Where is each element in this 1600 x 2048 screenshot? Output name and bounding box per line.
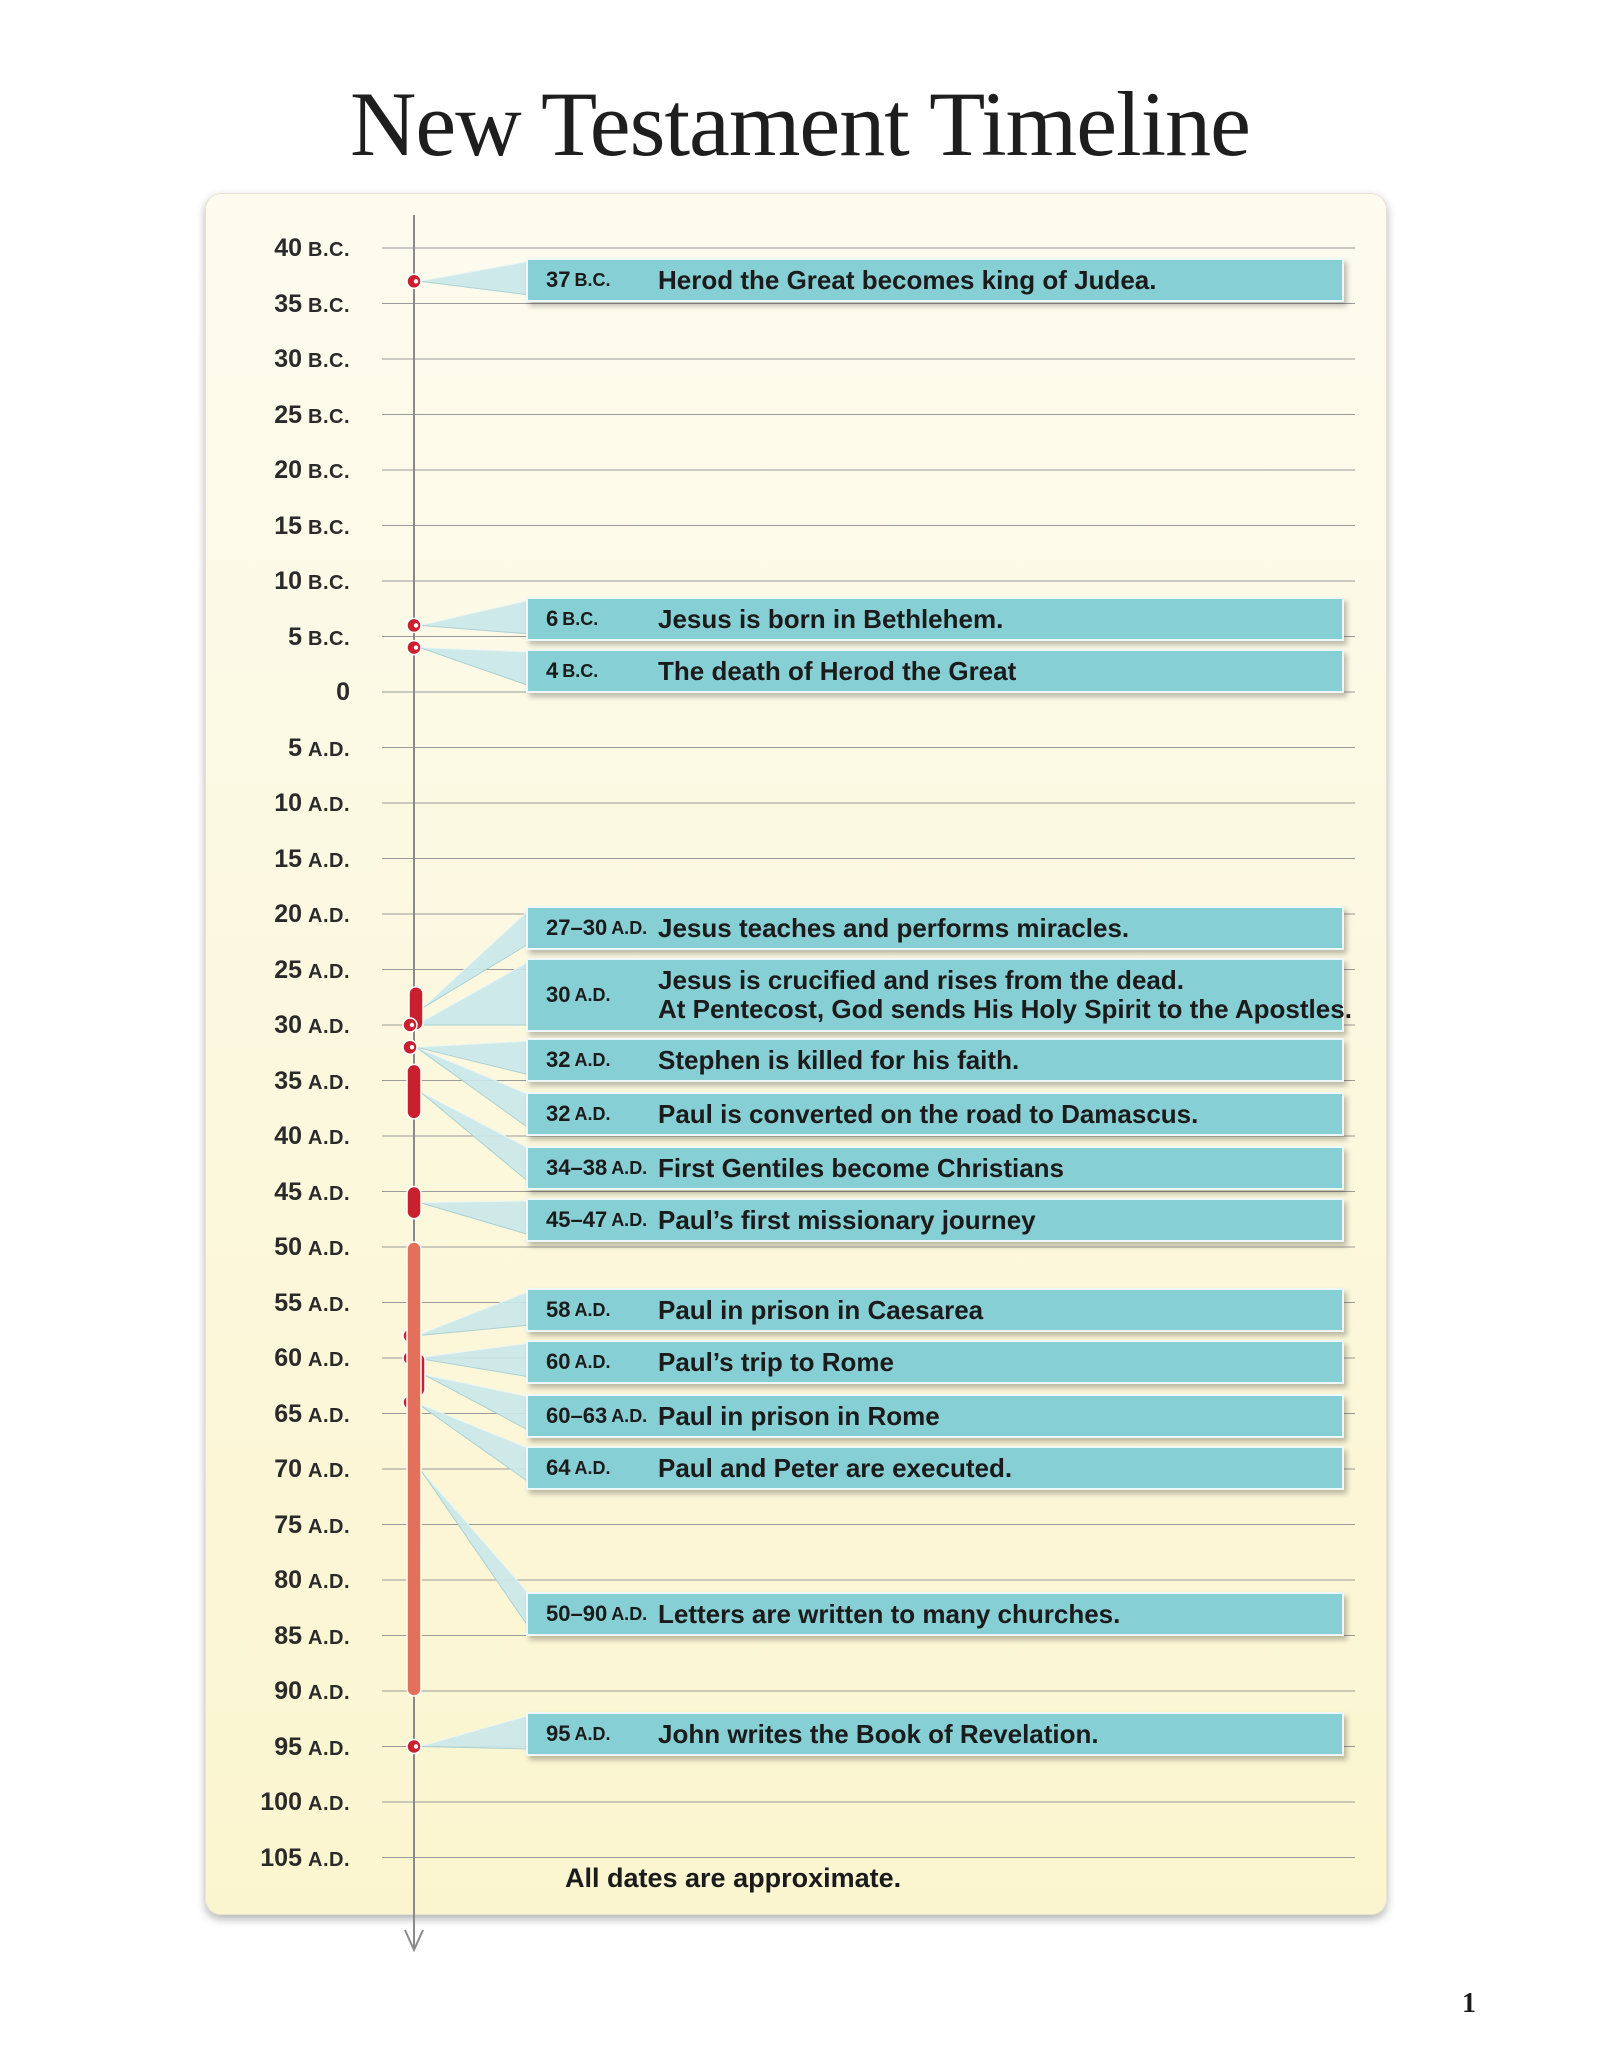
event-description-line: At Pentecost, God sends His Holy Spirit to the Apostles. [658,994,1352,1024]
event-description [658,1714,1336,1754]
tick-label [205,1343,350,1375]
event-date-number: 32 [546,1101,571,1126]
tick-number: 80 [274,1566,302,1594]
event-connector [416,1291,530,1336]
event-date [546,260,610,300]
tick-era: B.C. [308,294,350,317]
page-number: 1 [1462,1988,1476,2019]
event-box [526,1592,1344,1636]
tick-era: A.D. [308,1238,350,1260]
event-date-number: 95 [546,1721,571,1746]
event-description [658,960,1352,1030]
event-date-era: A.D. [574,984,611,1005]
tick-number: 60 [274,1344,302,1372]
event-box [526,958,1352,1032]
tick-era: A.D. [308,738,350,761]
tick-number: 30 [274,1011,302,1039]
event-box [526,1446,1344,1490]
tick-number: 85 [274,1621,302,1650]
tick-era: A.D. [308,1626,350,1649]
tick-number: 105 [260,1843,302,1872]
event-date [546,1714,610,1754]
tick-era: A.D. [308,1737,350,1760]
tick-label [205,1121,350,1153]
event-date [546,908,647,948]
event-date [546,1448,610,1488]
tick-label [205,233,350,265]
tick-era: A.D. [308,1460,350,1482]
event-description [658,651,1336,691]
tick-number: 35 [274,1066,302,1095]
event-date-number: 58 [546,1297,571,1322]
tick-label [205,1288,350,1320]
tick-label [205,733,350,765]
tick-label [205,566,350,598]
event-date-number: 50–90 [546,1601,608,1626]
event-description [658,1342,1336,1382]
tick-era: A.D. [308,1404,350,1427]
event-date-era: B.C. [562,608,599,629]
event-description-line: Jesus teaches and performs miracles. [658,912,1130,943]
tick-number: 30 [274,345,302,373]
tick-era: A.D. [308,1182,350,1205]
event-description [658,1148,1336,1188]
event-date [546,1040,610,1080]
tick-era: B.C. [308,405,350,428]
tick-label [205,1010,350,1042]
event-description-line: Paul in prison in Rome [658,1400,940,1431]
event-date-number: 4 [546,658,559,683]
tick-label [205,677,350,707]
page-title: New Testament Timeline [349,73,1251,175]
event-date-era: A.D. [611,1405,648,1426]
tick-number: 75 [274,1510,302,1539]
tick-era: B.C. [308,350,350,372]
tick-label [205,1565,350,1597]
event-description-line: Paul in prison in Caesarea [658,1294,984,1325]
event-date [546,960,610,1030]
tick-number: 25 [274,400,302,429]
event-description-line: Jesus is crucified and rises from the dead. [658,965,1184,995]
event-description [658,1094,1336,1134]
tick-label [205,511,350,543]
event-point-highlight [410,1045,414,1049]
tick-number: 10 [274,789,302,817]
tick-era: A.D. [308,794,350,816]
event-description-line: The death of Herod the Great [658,655,1017,686]
event-date-number: 60–63 [546,1403,608,1428]
event-span-marker [407,1242,421,1696]
tick-era: B.C. [308,516,350,539]
tick-label [205,1621,350,1653]
event-description [658,908,1336,948]
event-description-line: Stephen is killed for his faith. [658,1044,1020,1075]
tick-label [205,622,350,654]
event-box [526,258,1344,302]
event-date [546,599,598,639]
tick-number: 70 [274,1455,302,1483]
tick-label [205,899,350,931]
event-description [658,260,1336,300]
event-date [546,1094,610,1134]
event-description [658,1200,1336,1240]
event-date-era: A.D. [611,1603,648,1624]
tick-number: 40 [274,1122,302,1150]
tick-era: A.D. [308,849,350,872]
event-date-number: 64 [546,1455,571,1480]
event-date-era: A.D. [574,1351,611,1372]
event-date [546,1594,647,1634]
event-box [526,1394,1344,1438]
tick-label [205,1177,350,1209]
event-point-highlight [414,279,418,283]
event-date [546,1200,647,1240]
event-connector-edge [420,1469,530,1629]
tick-number: 100 [260,1788,302,1816]
tick-number: 15 [274,511,302,540]
event-point-highlight [414,645,418,649]
event-connectors [416,261,530,1749]
event-box [526,1340,1344,1384]
event-description [658,1040,1336,1080]
tick-era: B.C. [308,461,350,483]
tick-era: A.D. [308,1127,350,1149]
event-description [658,1396,1336,1436]
tick-label [205,455,350,487]
event-description [658,1594,1336,1634]
tick-label [205,1454,350,1486]
tick-era: B.C. [308,239,350,261]
event-date [546,651,598,691]
event-date-number: 27–30 [546,915,608,940]
tick-number: 20 [274,900,302,928]
event-description-line: Jesus is born in Bethlehem. [658,603,1004,634]
event-date-era: B.C. [574,269,611,290]
event-box [526,1198,1344,1242]
tick-label [205,844,350,876]
event-date-number: 30 [546,982,571,1007]
tick-number: 40 [274,234,302,262]
event-connector [416,1343,530,1377]
event-connector [420,600,530,634]
tick-era: A.D. [308,1293,350,1316]
tick-number: 50 [274,1233,302,1261]
tick-label [205,955,350,987]
event-box [526,1038,1344,1082]
event-date [546,1148,647,1188]
footnote: All dates are approximate. [565,1863,902,1893]
event-date [546,1396,647,1436]
event-span-marker [407,1187,421,1219]
event-point-highlight [414,623,418,627]
event-date-number: 32 [546,1047,571,1072]
tick-label [205,344,350,376]
tick-era: B.C. [308,627,350,650]
event-date-number: 60 [546,1349,571,1374]
event-date-era: A.D. [611,1157,648,1178]
tick-label [205,1066,350,1098]
tick-era: A.D. [308,905,350,927]
event-date-era: A.D. [611,1209,648,1230]
tick-number: 5 [288,733,302,762]
tick-era: A.D. [308,1349,350,1371]
tick-label [205,289,350,321]
event-span-marker [407,1064,421,1118]
tick-number: 25 [274,955,302,984]
event-description-line: Herod the Great becomes king of Judea. [658,264,1157,295]
tick-era: A.D. [308,1793,350,1815]
tick-era: A.D. [308,1071,350,1094]
event-date-era: A.D. [574,1299,611,1320]
tick-era: A.D. [308,1682,350,1704]
tick-number: 55 [274,1288,302,1317]
tick-number: 45 [274,1177,302,1206]
event-box [526,906,1344,950]
event-date [546,1342,610,1382]
event-connector [420,261,530,295]
tick-label [205,788,350,820]
event-box [526,1288,1344,1332]
event-date [546,1290,610,1330]
event-point-highlight [410,1023,414,1027]
event-description [658,1448,1336,1488]
tick-number: 95 [274,1732,302,1761]
tick-era: A.D. [308,1848,350,1871]
event-description [658,1290,1336,1330]
event-date-era: A.D. [574,1457,611,1478]
tick-number: 65 [274,1399,302,1428]
event-description-line: Paul’s trip to Rome [658,1346,894,1377]
tick-label [205,1232,350,1264]
event-description-line: Paul’s first missionary journey [658,1204,1036,1235]
event-box [526,1092,1344,1136]
tick-era: A.D. [308,1515,350,1538]
event-description-line: John writes the Book of Revelation. [658,1718,1099,1749]
tick-era: A.D. [308,1571,350,1593]
event-date-era: A.D. [611,917,648,938]
event-box [526,1146,1344,1190]
event-date-era: B.C. [562,660,599,681]
tick-label [205,1399,350,1431]
tick-label [205,1676,350,1708]
event-date-era: A.D. [574,1103,611,1124]
tick-label [205,1843,350,1875]
tick-era: B.C. [308,572,350,594]
tick-number: 15 [274,844,302,873]
tick-number: 10 [274,567,302,595]
tick-number: 90 [274,1677,302,1705]
event-point-highlight [414,1744,418,1748]
event-description-line: Paul is converted on the road to Damascus. [658,1098,1199,1129]
tick-number: 5 [288,622,302,651]
tick-number: 0 [336,678,350,706]
event-date-number: 34–38 [546,1155,608,1180]
event-date-era: A.D. [574,1049,611,1070]
tick-label [205,1787,350,1819]
tick-number: 20 [274,456,302,484]
tick-era: A.D. [308,960,350,983]
event-date-number: 37 [546,267,571,292]
event-description-line: Letters are written to many churches. [658,1598,1121,1629]
tick-label [205,400,350,432]
event-description [658,599,1336,639]
event-date-era: A.D. [574,1723,611,1744]
event-description-line: Paul and Peter are executed. [658,1452,1013,1483]
tick-label [205,1510,350,1542]
event-description-line: First Gentiles become Christians [658,1152,1065,1183]
tick-label [205,1732,350,1764]
event-box [526,597,1344,641]
event-date-number: 45–47 [546,1207,608,1232]
event-box [526,649,1344,693]
event-date-number: 6 [546,606,559,631]
event-connector [420,1715,530,1749]
event-box [526,1712,1344,1756]
tick-era: A.D. [308,1016,350,1038]
tick-number: 35 [274,289,302,318]
